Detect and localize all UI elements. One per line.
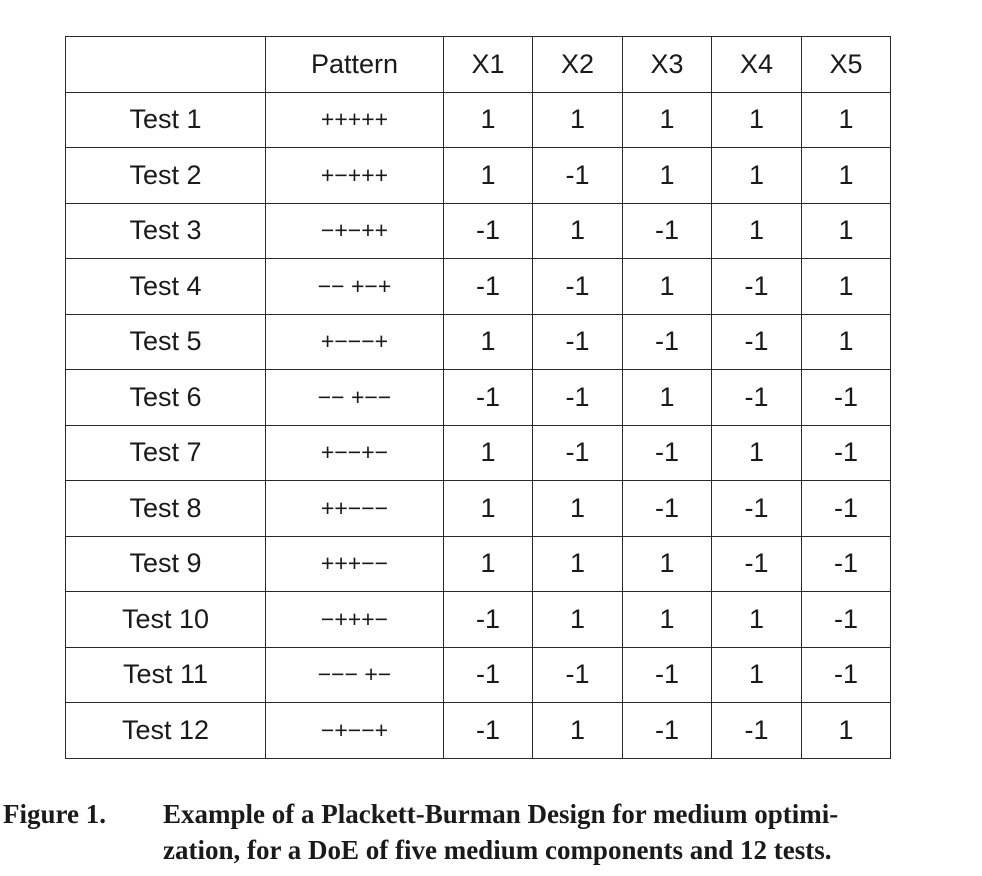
table-row <box>66 370 891 426</box>
header-cell-test <box>66 37 266 93</box>
factor-x5-cell: -1 <box>802 592 891 648</box>
factor-x3-cell: -1 <box>623 647 712 703</box>
table-row <box>66 592 891 648</box>
pattern-cell: −−− +− <box>266 647 444 703</box>
table-row <box>66 92 891 148</box>
factor-x1-cell: 1 <box>444 314 533 370</box>
table-row <box>66 203 891 259</box>
factor-x1-cell: -1 <box>444 203 533 259</box>
test-label-cell: Test 3 <box>66 203 266 259</box>
factor-x4-cell: 1 <box>712 592 802 648</box>
factor-x5-cell: 1 <box>802 703 891 759</box>
factor-x3-cell: 1 <box>623 370 712 426</box>
test-label-cell: Test 10 <box>66 592 266 648</box>
factor-x4-cell: 1 <box>712 92 802 148</box>
factor-x2-cell: 1 <box>533 536 623 592</box>
pattern-cell: +−−−+ <box>266 314 444 370</box>
factor-x4-cell: 1 <box>712 203 802 259</box>
factor-x3-cell: 1 <box>623 592 712 648</box>
test-label-cell: Test 8 <box>66 481 266 537</box>
factor-x1-cell: -1 <box>444 647 533 703</box>
factor-x3-cell: -1 <box>623 703 712 759</box>
factor-x1-cell: -1 <box>444 592 533 648</box>
header-cell-x3: X3 <box>623 37 712 93</box>
test-label-cell: Test 9 <box>66 536 266 592</box>
table-row <box>66 425 891 481</box>
table-body <box>66 92 891 758</box>
table-row <box>66 536 891 592</box>
factor-x1-cell: 1 <box>444 536 533 592</box>
factor-x2-cell: -1 <box>533 425 623 481</box>
test-label-cell: Test 11 <box>66 647 266 703</box>
table-row <box>66 703 891 759</box>
factor-x2-cell: 1 <box>533 592 623 648</box>
test-label-cell: Test 5 <box>66 314 266 370</box>
factor-x1-cell: 1 <box>444 425 533 481</box>
header-row <box>66 37 891 93</box>
pattern-cell: +++−− <box>266 536 444 592</box>
factor-x5-cell: -1 <box>802 647 891 703</box>
factor-x3-cell: -1 <box>623 314 712 370</box>
caption-line-1: Example of a Plackett-Burman Design for medium optimi- <box>163 799 839 829</box>
caption-label: Figure 1. <box>3 799 106 829</box>
factor-x1-cell: 1 <box>444 481 533 537</box>
factor-x4-cell: -1 <box>712 481 802 537</box>
pattern-cell: +−−+− <box>266 425 444 481</box>
header-cell-x5: X5 <box>802 37 891 93</box>
header-cell-pattern: Pattern <box>266 37 444 93</box>
factor-x3-cell: 1 <box>623 536 712 592</box>
pattern-cell: +−+++ <box>266 148 444 204</box>
factor-x1-cell: -1 <box>444 370 533 426</box>
header-cell-x1: X1 <box>444 37 533 93</box>
factor-x1-cell: -1 <box>444 259 533 315</box>
pattern-cell: −+−++ <box>266 203 444 259</box>
factor-x5-cell: 1 <box>802 259 891 315</box>
test-label-cell: Test 1 <box>66 92 266 148</box>
factor-x1-cell: -1 <box>444 703 533 759</box>
pattern-cell: −+−−+ <box>266 703 444 759</box>
pattern-cell: ++−−− <box>266 481 444 537</box>
pattern-cell: −+++− <box>266 592 444 648</box>
factor-x1-cell: 1 <box>444 148 533 204</box>
table-row <box>66 259 891 315</box>
pattern-cell: −− +−− <box>266 370 444 426</box>
factor-x4-cell: -1 <box>712 259 802 315</box>
factor-x4-cell: 1 <box>712 425 802 481</box>
factor-x5-cell: 1 <box>802 314 891 370</box>
factor-x5-cell: -1 <box>802 425 891 481</box>
factor-x2-cell: -1 <box>533 259 623 315</box>
factor-x3-cell: -1 <box>623 203 712 259</box>
factor-x3-cell: 1 <box>623 92 712 148</box>
factor-x2-cell: -1 <box>533 148 623 204</box>
design-table <box>65 36 891 759</box>
caption-line-2: zation, for a DoE of five medium components and 12 tests. <box>163 835 832 865</box>
factor-x4-cell: 1 <box>712 647 802 703</box>
factor-x4-cell: -1 <box>712 703 802 759</box>
header-cell-x4: X4 <box>712 37 802 93</box>
factor-x5-cell: 1 <box>802 92 891 148</box>
factor-x3-cell: 1 <box>623 259 712 315</box>
pattern-cell: −− +−+ <box>266 259 444 315</box>
factor-x5-cell: -1 <box>802 536 891 592</box>
test-label-cell: Test 7 <box>66 425 266 481</box>
factor-x3-cell: -1 <box>623 481 712 537</box>
factor-x4-cell: 1 <box>712 148 802 204</box>
factor-x3-cell: -1 <box>623 425 712 481</box>
test-label-cell: Test 6 <box>66 370 266 426</box>
factor-x4-cell: -1 <box>712 314 802 370</box>
pattern-cell: +++++ <box>266 92 444 148</box>
test-label-cell: Test 2 <box>66 148 266 204</box>
factor-x3-cell: 1 <box>623 148 712 204</box>
factor-x5-cell: 1 <box>802 148 891 204</box>
factor-x2-cell: 1 <box>533 481 623 537</box>
test-label-cell: Test 4 <box>66 259 266 315</box>
factor-x2-cell: 1 <box>533 92 623 148</box>
factor-x5-cell: -1 <box>802 370 891 426</box>
factor-x2-cell: 1 <box>533 203 623 259</box>
factor-x2-cell: -1 <box>533 314 623 370</box>
factor-x2-cell: 1 <box>533 703 623 759</box>
factor-x5-cell: 1 <box>802 203 891 259</box>
factor-x5-cell: -1 <box>802 481 891 537</box>
caption-text <box>163 796 963 868</box>
table-row <box>66 647 891 703</box>
factor-x2-cell: -1 <box>533 647 623 703</box>
table-row <box>66 314 891 370</box>
factor-x1-cell: 1 <box>444 92 533 148</box>
table-row <box>66 481 891 537</box>
test-label-cell: Test 12 <box>66 703 266 759</box>
factor-x2-cell: -1 <box>533 370 623 426</box>
table-row <box>66 148 891 204</box>
factor-x4-cell: -1 <box>712 536 802 592</box>
factor-x4-cell: -1 <box>712 370 802 426</box>
header-cell-x2: X2 <box>533 37 623 93</box>
